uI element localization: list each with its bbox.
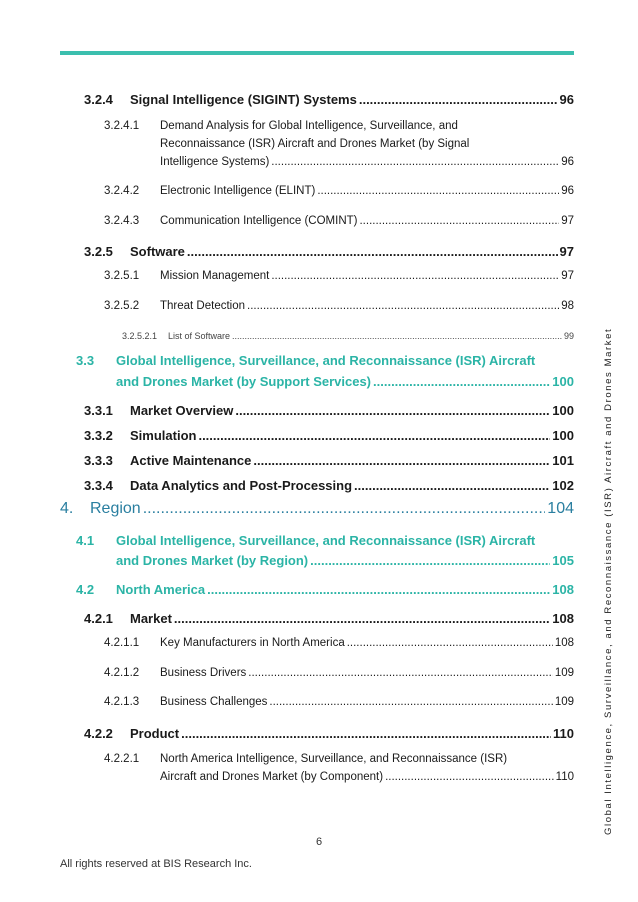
toc-title: Threat Detection <box>160 300 246 312</box>
toc-entry-3-2-5[interactable] <box>84 244 574 259</box>
toc-title: Active Maintenance <box>130 453 252 468</box>
toc-page: 100 <box>552 403 574 418</box>
toc-entry-3-2-5-2[interactable] <box>104 300 574 312</box>
toc-page: 110 <box>555 771 574 783</box>
toc-title: Electronic Intelligence (ELINT) <box>160 185 316 197</box>
toc-leader <box>269 696 552 708</box>
toc-entry-4-2-2[interactable] <box>84 726 574 741</box>
toc-entry-3-2-5-1[interactable] <box>104 270 574 282</box>
toc-entry-4-2-1-3[interactable] <box>104 696 574 708</box>
toc-number: 3.3.4 <box>84 478 113 493</box>
toc-title-line[interactable]: Global Intelligence, Surveillance, and Reconnaissance (ISR) Aircraft <box>116 533 536 548</box>
toc-leader <box>235 403 550 418</box>
toc-title: and Drones Market (by Support Services) <box>116 374 372 389</box>
toc-leader <box>187 244 558 259</box>
toc-title: Region <box>90 500 141 517</box>
toc-leader <box>207 582 550 597</box>
toc-page: 101 <box>552 453 574 468</box>
toc-leader <box>359 92 558 107</box>
toc-leader <box>248 667 553 679</box>
toc-page: 108 <box>552 611 574 626</box>
toc-leader <box>317 185 559 197</box>
toc-title: List of Software <box>168 331 231 341</box>
toc-number: 4.2.2 <box>84 726 113 741</box>
toc-title: Intelligence Systems) <box>160 156 270 168</box>
toc-leader <box>359 215 559 227</box>
toc-entry-3-3-4[interactable] <box>84 478 574 493</box>
toc-leader <box>347 637 553 649</box>
toc-number: 3.3.3 <box>84 453 113 468</box>
toc-page: 96 <box>561 185 574 197</box>
toc-page: 96 <box>559 92 574 107</box>
toc-number: 3.2.5 <box>84 244 113 259</box>
toc-leader <box>198 428 550 443</box>
toc-number: 3.3.2 <box>84 428 113 443</box>
toc-number: 4.2 <box>76 582 95 597</box>
toc-number: 3.2.4.3 <box>104 215 140 227</box>
toc-number: 4.2.2.1 <box>104 753 140 765</box>
toc-page: 100 <box>552 374 574 389</box>
toc-title: Mission Management <box>160 270 270 282</box>
toc-entry-4-2-1-2[interactable] <box>104 667 574 679</box>
toc-number: 3.2.4.1 <box>104 120 140 132</box>
toc-leader <box>174 611 550 626</box>
toc-leader <box>232 331 562 341</box>
toc-title-line[interactable]: Reconnaissance (ISR) Aircraft and Drones Market (by Signal <box>160 138 470 150</box>
toc-number: 3.2.4 <box>84 92 113 107</box>
toc-number: 4. <box>60 500 74 517</box>
toc-leader <box>247 300 559 312</box>
toc-page: 109 <box>554 696 574 708</box>
toc-entry-4[interactable] <box>60 500 574 518</box>
toc-page: 104 <box>547 500 574 517</box>
toc-page: 108 <box>552 582 574 597</box>
toc-title: Communication Intelligence (COMINT) <box>160 215 358 227</box>
toc-entry-3-2-4-2[interactable] <box>104 185 574 197</box>
toc-page: 102 <box>552 478 574 493</box>
footer-copyright: All rights reserved at BIS Research Inc. <box>60 858 252 870</box>
toc-entry-3-3-3[interactable] <box>84 453 574 468</box>
toc-title: Key Manufacturers in North America <box>160 637 345 649</box>
toc-title: Business Drivers <box>160 667 247 679</box>
toc-number: 3.3 <box>76 353 95 368</box>
toc-entry-3-3-2[interactable] <box>84 428 574 443</box>
page-number: 6 <box>315 836 323 848</box>
toc-title: Market Overview <box>130 403 234 418</box>
toc-page: 105 <box>552 553 574 568</box>
toc-entry-4-2-2-1[interactable] <box>160 771 574 783</box>
toc-entry-4-2-1[interactable] <box>84 611 574 626</box>
toc-leader <box>253 453 550 468</box>
toc-leader <box>310 553 550 568</box>
toc-number: 3.2.4.2 <box>104 185 140 197</box>
toc-title-line[interactable]: Demand Analysis for Global Intelligence, Surveillance, and <box>160 120 458 132</box>
toc-page: 97 <box>561 270 574 282</box>
toc-page: 97 <box>559 244 574 259</box>
toc-title-line[interactable]: North America Intelligence, Surveillance, and Reconnaissance (ISR) <box>160 753 508 765</box>
toc-title: North America <box>116 582 206 597</box>
toc-entry-4-1[interactable] <box>116 553 574 568</box>
toc-number: 4.1 <box>76 533 95 548</box>
toc-page: 109 <box>554 667 574 679</box>
toc-title: and Drones Market (by Region) <box>116 553 309 568</box>
toc-title: Business Challenges <box>160 696 268 708</box>
toc-title-line[interactable]: Global Intelligence, Surveillance, and Reconnaissance (ISR) Aircraft <box>116 353 536 368</box>
toc-title: Product <box>130 726 180 741</box>
toc-entry-3-2-4-3[interactable] <box>104 215 574 227</box>
toc-page: 98 <box>561 300 574 312</box>
toc-title: Aircraft and Drones Market (by Component) <box>160 771 384 783</box>
toc-page: 97 <box>561 215 574 227</box>
toc-entry-3-2-5-2-1[interactable] <box>122 331 574 341</box>
toc-leader <box>373 374 550 389</box>
toc-number: 3.2.5.2 <box>104 300 140 312</box>
toc-leader <box>143 500 546 518</box>
toc-title: Market <box>130 611 172 626</box>
toc-number: 3.2.5.1 <box>104 270 140 282</box>
toc-page: 100 <box>552 428 574 443</box>
toc-number: 4.2.1.3 <box>104 696 140 708</box>
toc-number: 3.3.1 <box>84 403 113 418</box>
toc-leader <box>271 270 559 282</box>
toc-leader <box>181 726 551 741</box>
toc-page: 110 <box>553 726 574 741</box>
toc-entry-3-3[interactable] <box>116 374 574 389</box>
side-report-title: Global Intelligence, Surveillance, and Reconnaissance (ISR) Aircraft and Drones Market <box>603 327 614 835</box>
toc-page: 96 <box>561 156 574 168</box>
toc-title: Data Analytics and Post-Processing <box>130 478 353 493</box>
toc-number: 4.2.1.2 <box>104 667 140 679</box>
toc-entry-4-2[interactable] <box>76 582 574 597</box>
toc-page: 108 <box>554 637 574 649</box>
toc-title: Simulation <box>130 428 197 443</box>
toc-page: 99 <box>563 331 574 341</box>
toc-number: 4.2.1.1 <box>104 637 140 649</box>
toc-entry-3-2-4[interactable] <box>84 92 574 107</box>
toc-entry-4-2-1-1[interactable] <box>104 637 574 649</box>
toc-title: Signal Intelligence (SIGINT) Systems <box>130 92 357 107</box>
toc-leader <box>271 156 559 168</box>
toc-number: 3.2.5.2.1 <box>122 331 158 341</box>
toc-entry-3-3-1[interactable] <box>84 403 574 418</box>
toc-number: 4.2.1 <box>84 611 113 626</box>
toc-leader <box>385 771 554 783</box>
toc-title: Software <box>130 244 185 259</box>
toc-entry-3-2-4-1[interactable] <box>160 156 574 168</box>
toc-leader <box>354 478 550 493</box>
